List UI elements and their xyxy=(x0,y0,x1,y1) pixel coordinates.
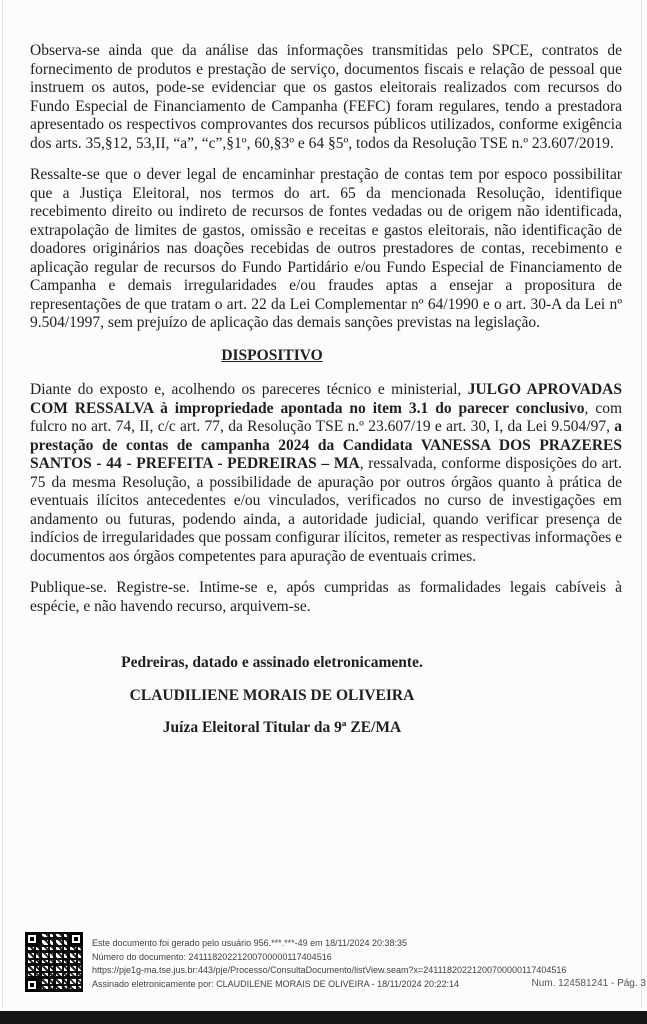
footer-validation-url: https://pje1g-ma.tse.jus.br:443/pje/Processo/ConsultaDocumento/listView.seam?x=24111820221200700000117404516 xyxy=(92,965,567,975)
paragraph-observa: Observa-se ainda que da análise das informações transmitidas pelo SPCE, contratos de fornecimento de produtos e prestação de serviço, documentos fiscais e relação de pessoal que instruem os autos, pode-se evidenciar que os gastos eleitorais realizados com recursos do Fundo Especial de Financiamento de Campanha (FEFC) foram regulares, tendo a prestadora apresentado os respectivos comprovantes dos recursos públicos utilizados, conforme exigência dos arts. 35,§12, 53,II, “a”, “c”,§1º, 60,§3º e 64 §5º, todos da Resolução TSE n.º 23.607/2019. xyxy=(30,42,622,152)
dispositivo-text: Diante do exposto e, acolhendo os pareceres técnico e ministerial, xyxy=(30,381,468,398)
page-edge-left xyxy=(2,0,3,1008)
dispositivo-julgo-aprovadas-bold: JULGO APROVADAS COM RESSALVA à impropriedade apontada no item 3.1 do parecer conclusivo xyxy=(30,381,622,417)
signature-place-line: Pedreiras, datado e assinado eletronicamente. xyxy=(121,654,423,671)
dispositivo-candidata-bold: a prestação de contas de campanha 2024 da Candidata VANESSA DOS PRAZERES SANTOS - 44 - PREFEITA - PEDREIRAS – MA xyxy=(30,418,622,472)
qr-finder-top-right xyxy=(69,932,83,946)
qr-finder-bottom-left xyxy=(25,978,39,992)
paragraph-dispositivo xyxy=(30,381,622,566)
dispositivo-text: , ressalvada, conforme disposições do art. 75 da mesma Resolução, a possibilidade de apuração por outros órgãos quanto à prática de eventuais ilícitos antecedentes e/ou vinculados, verificados no curso de investigações em andamento ou futuras, podendo ainda, a autoridade judicial, quando verificar presença de indícios de irregularidades que possam configurar ilícitos, remeter as respectivas informações e documentos aos órgãos competentes para apuração de eventuais crimes. xyxy=(30,455,622,565)
signature-block xyxy=(30,654,514,738)
footer-signed-by-line: Assinado eletronicamente por: CLAUDILENE MORAIS DE OLIVEIRA - 18/11/2024 20:22:14 xyxy=(92,978,460,989)
paragraph-publique-se: Publique-se. Registre-se. Intime-se e, após cumpridas as formalidades legais cabíveis à espécie, e não havendo recurso, arquivem-se. xyxy=(30,579,622,615)
bottom-black-bar xyxy=(0,1011,647,1024)
signature-judge-name: CLAUDILIENE MORAIS DE OLIVEIRA xyxy=(129,686,415,704)
document-validation-footer xyxy=(92,937,566,991)
qr-finder-top-left xyxy=(25,932,39,946)
paragraph-ressalte: Ressalte-se que o dever legal de encaminhar prestação de contas tem por espoco possibilitar que a Justiça Eleitoral, nos termos do art. 65 da mencionada Resolução, identifique recebimento direito ou indireto de recursos de fontes vedadas ou de origem não identificada, extrapolação de limites de gastos, omissão e receitas e gastos eleitorais, não identificação de doadores originários nas doações recebidas de outros prestadores de contas, recebimento e aplicação regular de recursos do Fundo Partidário e/ou Fundo Especial de Financiamento de Campanha e demais irregularidades e/ou fraudes aptas a ensejar a propositura de representações de que tratam o art. 22 da Lei Complementar nº 64/1990 e o art. 30-A da Lei nº 9.504/1997, sem prejuízo de aplicação das demais sanções previstas na legislação. xyxy=(30,166,622,331)
page-edge-right xyxy=(641,0,642,1008)
dispositivo-text: , com fulcro no art. 74, II, c/c art. 77, da Resolução TSE n.º 23.607/19 e art. 30, I, da Lei 9.504/97, xyxy=(30,399,622,435)
signature-judge-title: Juíza Eleitoral Titular da 9ª ZE/MA xyxy=(162,719,402,736)
footer-document-number-line: Número do documento: 24111820221200700000117404516 xyxy=(92,951,332,962)
page-number-label: Num. 124581241 - Pág. 3 xyxy=(531,978,646,989)
document-body xyxy=(30,42,622,752)
section-heading-dispositivo: DISPOSITIVO xyxy=(221,346,323,364)
footer-generated-line: Este documento foi gerado pelo usuário 956.***.***-49 em 18/11/2024 20:38:35 xyxy=(92,938,408,948)
qr-code-icon xyxy=(25,932,83,992)
